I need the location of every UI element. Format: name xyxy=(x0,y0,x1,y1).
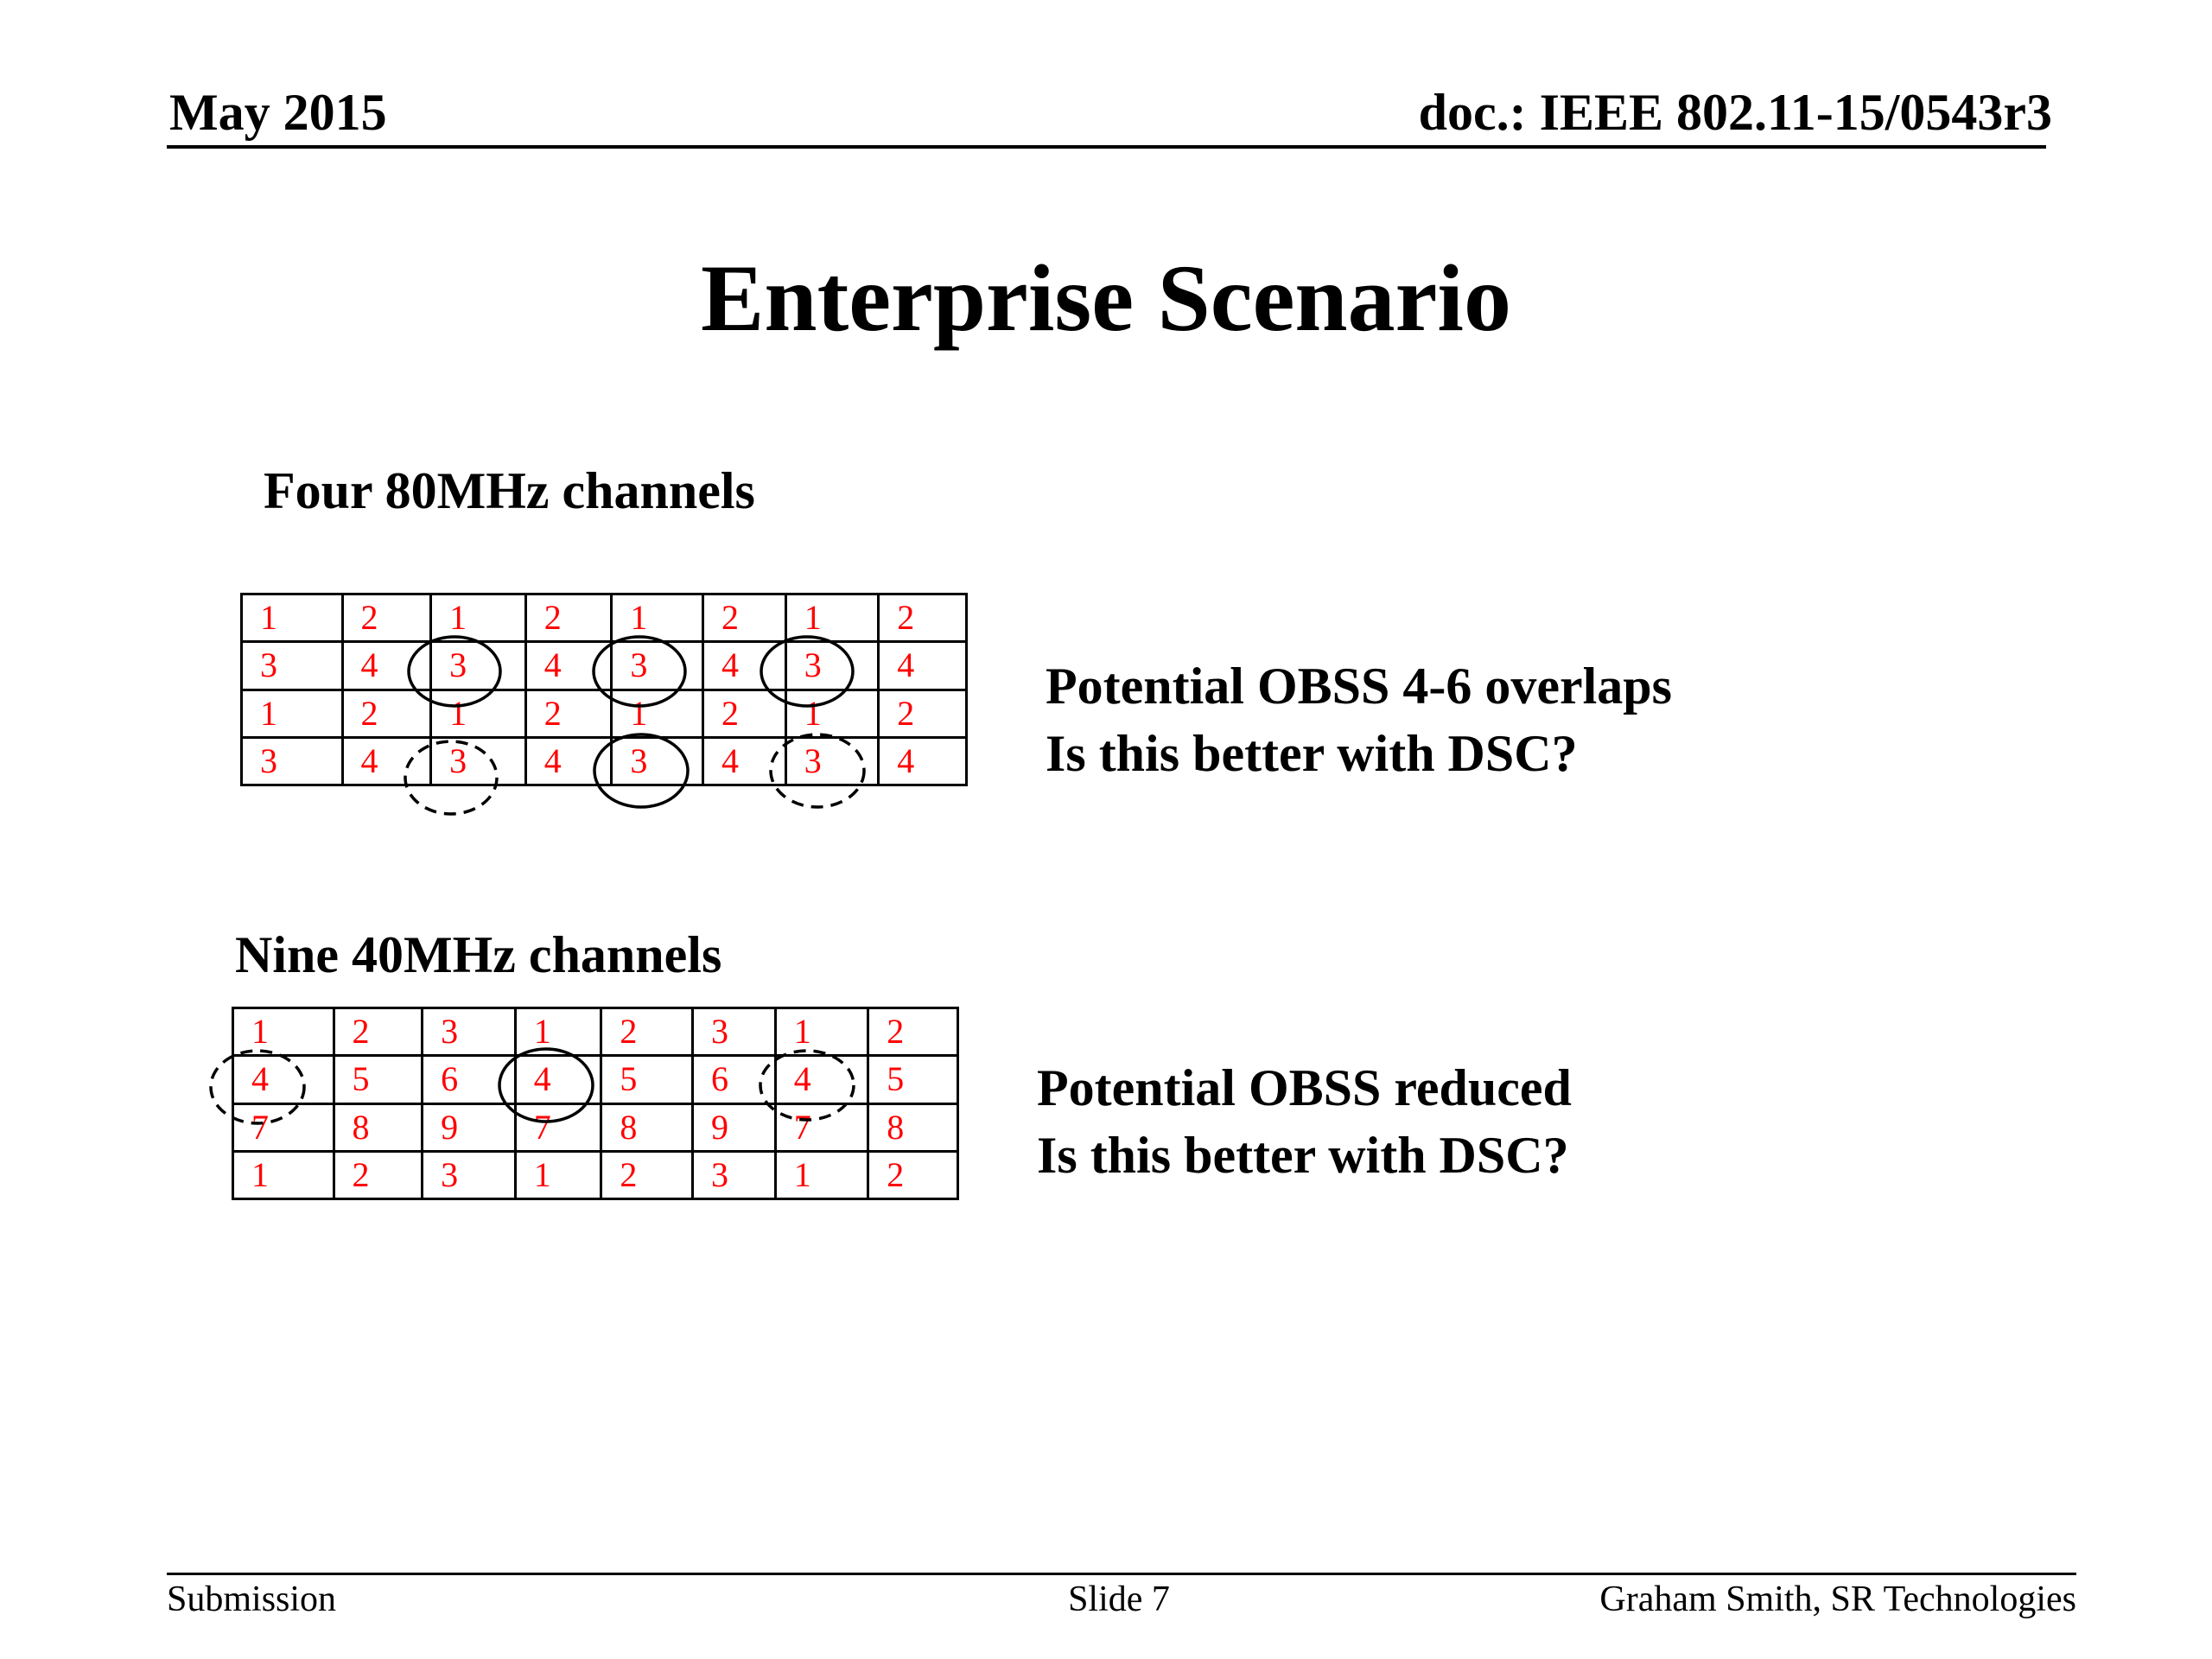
grid-row xyxy=(233,1103,958,1151)
grid-cell: 7 xyxy=(775,1103,868,1151)
grid-row xyxy=(242,594,967,642)
slide-title: Enterprise Scenario xyxy=(701,245,1511,351)
section2-note xyxy=(1037,1054,1572,1189)
grid-cell: 2 xyxy=(703,690,786,737)
grid-row xyxy=(242,690,967,737)
grid-cell: 2 xyxy=(334,1008,423,1056)
grid-cell: 2 xyxy=(868,1151,958,1198)
grid-row xyxy=(233,1008,958,1056)
header-divider xyxy=(167,145,2046,149)
grid-cell: 3 xyxy=(785,737,879,785)
grid-row xyxy=(242,642,967,690)
grid-cell: 3 xyxy=(693,1008,776,1056)
grid-cell: 2 xyxy=(342,690,431,737)
footer-divider xyxy=(167,1573,2076,1575)
grid-cell: 3 xyxy=(431,737,526,785)
grid-cell: 1 xyxy=(233,1008,334,1056)
section1-note xyxy=(1046,652,1672,787)
header-doc-id: doc.: IEEE 802.11-15/0543r3 xyxy=(1418,84,2052,141)
grid-cell: 5 xyxy=(868,1056,958,1103)
grid-cell: 8 xyxy=(334,1103,423,1151)
section1-note-line1: Potential OBSS 4-6 overlaps xyxy=(1046,658,1673,715)
grid-cell: 2 xyxy=(879,690,967,737)
section2-heading: Nine 40MHz channels xyxy=(235,926,722,983)
grid-cell: 1 xyxy=(775,1151,868,1198)
grid-cell: 4 xyxy=(703,737,786,785)
grid-cell: 1 xyxy=(242,594,343,642)
grid-cell: 1 xyxy=(612,690,703,737)
grid-cell: 3 xyxy=(785,642,879,690)
grid-cell: 5 xyxy=(334,1056,423,1103)
grid-cell: 3 xyxy=(242,642,343,690)
grid-cell: 4 xyxy=(515,1056,601,1103)
grid-cell: 3 xyxy=(693,1151,776,1198)
grid-cell: 2 xyxy=(703,594,786,642)
footer-slide-number: Slide 7 xyxy=(1068,1580,1170,1619)
grid-cell: 4 xyxy=(525,737,612,785)
section1-heading: Four 80MHz channels xyxy=(264,462,755,519)
grid-cell: 1 xyxy=(612,594,703,642)
grid-cell: 2 xyxy=(525,690,612,737)
grid-cell: 3 xyxy=(612,642,703,690)
header-date: May 2015 xyxy=(169,84,387,141)
grid-cell: 1 xyxy=(242,690,343,737)
grid-cell: 1 xyxy=(431,594,526,642)
section2-note-line1: Potential OBSS reduced xyxy=(1037,1059,1572,1116)
grid-cell: 1 xyxy=(775,1008,868,1056)
grid-cell: 6 xyxy=(693,1056,776,1103)
grid-cell: 6 xyxy=(423,1056,516,1103)
grid-cell: 1 xyxy=(233,1151,334,1198)
grid-cell: 4 xyxy=(342,737,431,785)
channel-grid-80mhz xyxy=(240,593,968,786)
grid-cell: 4 xyxy=(775,1056,868,1103)
grid-cell: 9 xyxy=(423,1103,516,1151)
grid-cell: 2 xyxy=(342,594,431,642)
grid-cell: 4 xyxy=(879,737,967,785)
grid-cell: 1 xyxy=(515,1008,601,1056)
grid-cell: 4 xyxy=(879,642,967,690)
grid-cell: 5 xyxy=(601,1056,693,1103)
grid-cell: 4 xyxy=(703,642,786,690)
grid-row xyxy=(233,1056,958,1103)
grid-cell: 3 xyxy=(423,1151,516,1198)
grid-cell: 3 xyxy=(242,737,343,785)
grid-cell: 9 xyxy=(693,1103,776,1151)
section2-note-line2: Is this better with DSC? xyxy=(1037,1127,1569,1184)
grid-cell: 7 xyxy=(233,1103,334,1151)
footer-author: Graham Smith, SR Technologies xyxy=(1599,1580,2076,1619)
grid-cell: 1 xyxy=(785,594,879,642)
grid-cell: 3 xyxy=(431,642,526,690)
grid-cell: 4 xyxy=(342,642,431,690)
grid-cell: 4 xyxy=(525,642,612,690)
grid-cell: 2 xyxy=(868,1008,958,1056)
grid-cell: 2 xyxy=(601,1151,693,1198)
grid-cell: 3 xyxy=(423,1008,516,1056)
grid-cell: 3 xyxy=(612,737,703,785)
grid-row xyxy=(233,1151,958,1198)
channel-grid-40mhz xyxy=(232,1007,959,1200)
grid-cell: 2 xyxy=(879,594,967,642)
grid-cell: 1 xyxy=(785,690,879,737)
grid-cell: 8 xyxy=(868,1103,958,1151)
section1-note-line2: Is this better with DSC? xyxy=(1046,725,1578,782)
grid-cell: 2 xyxy=(601,1008,693,1056)
grid-cell: 8 xyxy=(601,1103,693,1151)
grid-cell: 4 xyxy=(233,1056,334,1103)
grid-cell: 2 xyxy=(525,594,612,642)
grid-cell: 7 xyxy=(515,1103,601,1151)
grid-cell: 1 xyxy=(431,690,526,737)
grid-row xyxy=(242,737,967,785)
footer-submission: Submission xyxy=(167,1580,337,1619)
grid-cell: 1 xyxy=(515,1151,601,1198)
grid-cell: 2 xyxy=(334,1151,423,1198)
